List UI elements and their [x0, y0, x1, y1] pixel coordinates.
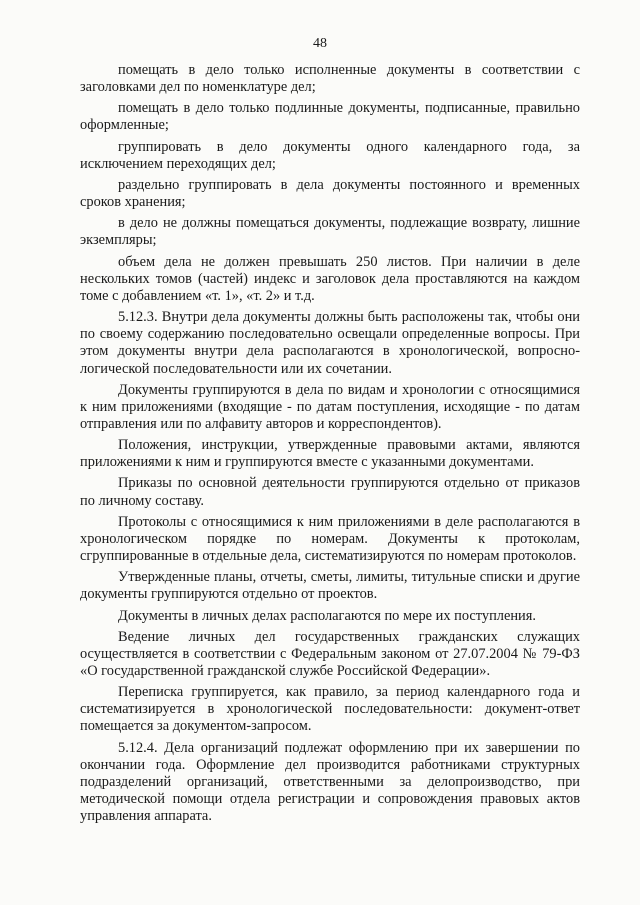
body-text — [80, 62, 580, 829]
paragraph: Переписка группируется, как правило, за период календарного года и систематизируется в хронологической последовательности: документ-ответ помещается за документом-запросом. — [80, 684, 580, 735]
paragraph: 5.12.3. Внутри дела документы должны быть расположены так, чтобы они по своему содержанию последовательно освещали определенные вопросы. При этом документы внутри дела располагаются в хронологической, вопросно-логической последовательности или их сочетании. — [80, 309, 580, 377]
paragraph: Ведение личных дел государственных гражданских служащих осуществляется в соответствии с Федеральным законом от 27.07.2004 № 79-ФЗ «О государственной гражданской службе Российской Федерации». — [80, 628, 580, 679]
paragraph: Протоколы с относящимися к ним приложениями в деле располагаются в хронологическом порядке по номерам. Документы к протоколам, сгруппированные в отдельные дела, систематизируются по номерам протоколов. — [80, 513, 580, 565]
paragraph: помещать в дело только подлинные документы, подписанные, правильно оформленные; — [80, 100, 580, 134]
page-number: 48 — [313, 36, 327, 51]
paragraph: объем дела не должен превышать 250 листов. При наличии в деле нескольких томов (частей) индекс и заголовок дела проставляются на каждом томе с добавлением «т. 1», «т. 2» и т.д. — [80, 253, 580, 304]
paragraph: Утвержденные планы, отчеты, сметы, лимиты, титульные списки и другие документы группируются отдельно от проектов. — [80, 569, 580, 603]
paragraph: в дело не должны помещаться документы, подлежащие возврату, лишние экземпляры; — [80, 215, 580, 249]
paragraph: раздельно группировать в дела документы постоянного и временных сроков хранения; — [80, 176, 580, 211]
paragraph: группировать в дело документы одного календарного года, за исключением переходящих дел; — [80, 138, 580, 172]
paragraph: 5.12.4. Дела организаций подлежат оформлению при их завершении по окончании года. Оформление дел производится работниками структурных подразделений организаций, ответственными за делопроизводство, при методической помощи отдела регистрации и сопровождения правовых актов управления аппарата. — [80, 739, 580, 825]
paragraph: помещать в дело только исполненные документы в соответствии с заголовками дел по номенклатуре дел; — [80, 62, 580, 96]
paragraph: Приказы по основной деятельности группируются отдельно от приказов по личному составу. — [80, 475, 580, 509]
paragraph: Документы в личных делах располагаются по мере их поступления. — [118, 607, 536, 624]
paragraph: Документы группируются в дела по видам и хронологии с относящимися к ним приложениями (входящие - по датам поступления, исходящие - по датам отправления или по алфавиту авторов и корреспондентов). — [80, 381, 580, 432]
paragraph: Положения, инструкции, утвержденные правовыми актами, являются приложениями к ним и группируются вместе с указанными документами. — [80, 437, 580, 471]
